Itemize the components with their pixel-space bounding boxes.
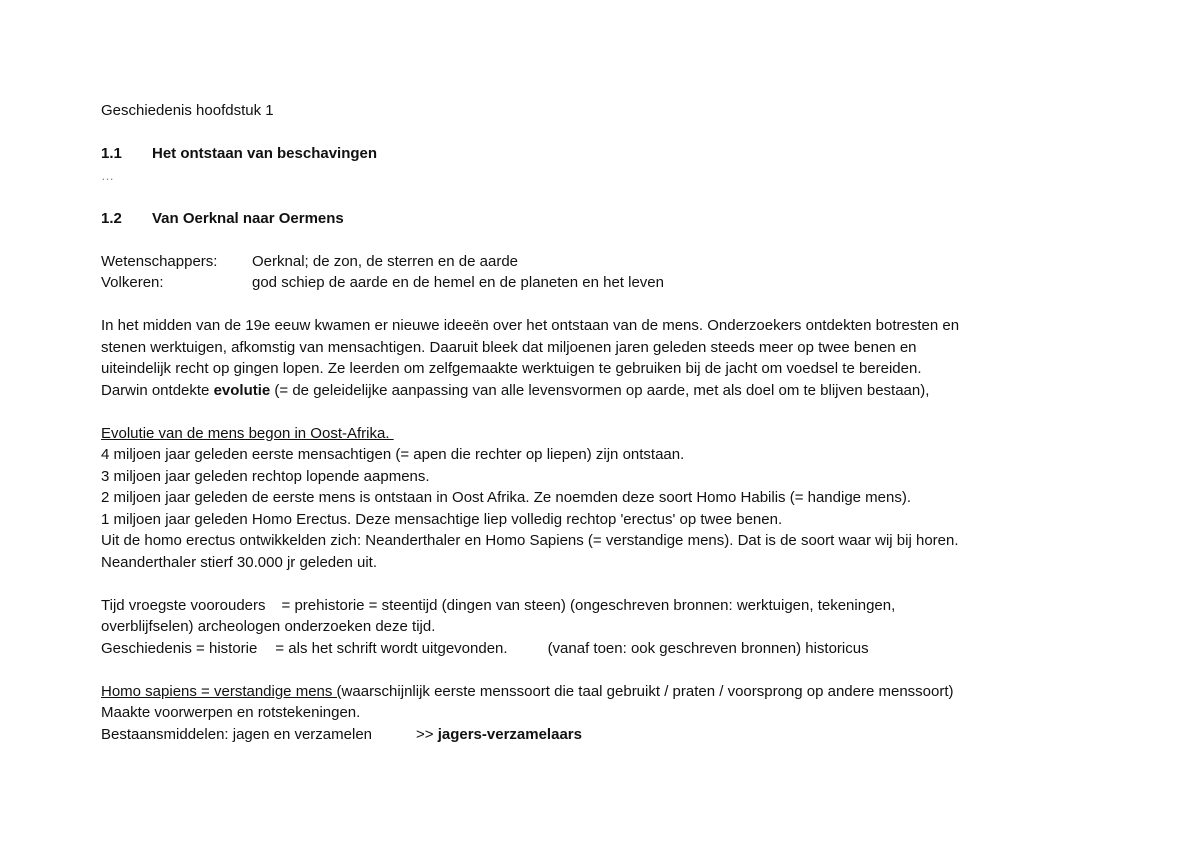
arrow-text: >> <box>416 725 438 743</box>
section-heading-1-1 <box>101 143 1101 165</box>
sapiens-line <box>101 724 1101 746</box>
evolution-line: 2 miljoen jaar geleden de eerste mens is ontstaan in Oost Afrika. Ze noemden deze soort Homo Habilis (= handige mens). <box>101 489 912 506</box>
definition-term: Wetenschappers: <box>101 252 218 270</box>
sapiens-line: Maakte voorwerpen en rotstekeningen. <box>101 704 361 721</box>
text-run: (vanaf toen: ook geschreven bronnen) historicus <box>547 639 869 657</box>
periods-line <box>101 595 1101 617</box>
definition-term: Volkeren: <box>101 274 164 291</box>
paragraph-line: uiteindelijk recht op gingen lopen. Ze leerden om zelfgemaakte werktuigen te gebruiken bij de jacht om voedsel te bereiden. <box>101 360 922 377</box>
underlined-term: Homo sapiens = verstandige mens ( <box>101 682 342 700</box>
text-run: (= de geleidelijke aanpassing van alle levensvormen op aarde, met als doel om te blijven bestaan), <box>270 381 930 399</box>
text-run: Geschiedenis = historie <box>101 639 258 657</box>
paragraph-line: In het midden van de 19e eeuw kwamen er nieuwe ideeën over het ontstaan van de mens. Onderzoekers ontdekten botresten en <box>101 317 960 334</box>
spacer <box>101 573 1101 595</box>
definition-row <box>101 272 1101 294</box>
text-run: Bestaansmiddelen: jagen en verzamelen <box>101 725 373 743</box>
paragraph-line: stenen werktuigen, afkomstig van mensachtigen. Daaruit bleek dat miljoenen jaren geleden steeds meer op twee benen en <box>101 338 917 356</box>
text-run: = als het schrift wordt uitgevonden. <box>275 639 508 657</box>
evolution-line: 4 miljoen jaar geleden eerste mensachtigen (= apen die rechter op liepen) zijn ontstaan. <box>101 446 685 463</box>
periods-line: overblijfselen) archeologen onderzoeken deze tijd. <box>101 618 436 635</box>
definition-row <box>101 251 1101 273</box>
section-ellipsis: … <box>101 167 114 183</box>
document-title: Geschiedenis hoofdstuk 1 <box>101 102 274 119</box>
section-number: 1.2 <box>101 209 122 227</box>
spacer <box>101 229 1101 251</box>
definition-text: god schiep de aarde en de hemel en de planeten en het leven <box>252 274 664 291</box>
evolution-line: Neanderthaler stierf 30.000 jr geleden uit. <box>101 553 378 571</box>
section-heading-1-2 <box>101 208 1101 230</box>
definition-text: Oerknal; de zon, de sterren en de aarde <box>252 252 519 270</box>
spacer <box>101 186 1101 208</box>
text-run: Tijd vroegste voorouders <box>101 596 266 614</box>
evolution-heading: Evolutie van de mens begon in Oost-Afrika. <box>101 424 394 442</box>
bold-term-jagers-verzamelaars: jagers-verzamelaars <box>437 725 582 743</box>
spacer <box>101 401 1101 423</box>
paragraph-line <box>101 380 1101 402</box>
text-run: waarschijnlijk eerste menssoort die taal gebruikt / praten / voorsprong op andere menssoort) <box>341 682 954 700</box>
periods-line <box>101 638 1101 660</box>
text-run: Darwin ontdekte <box>101 381 214 399</box>
spacer <box>101 122 1101 144</box>
document-page <box>101 100 1101 745</box>
sapiens-line <box>101 681 1101 703</box>
text-run: = prehistorie = steentijd (dingen van steen) (ongeschreven bronnen: werktuigen, tekeningen, <box>281 596 896 614</box>
spacer <box>101 294 1101 316</box>
evolution-line: Uit de homo erectus ontwikkelden zich: Neanderthaler en Homo Sapiens (= verstandige mens). Dat is de soort waar wij bij horen. <box>101 532 959 549</box>
spacer <box>101 659 1101 681</box>
section-title: Het ontstaan van beschavingen <box>152 145 378 162</box>
section-number: 1.1 <box>101 145 122 162</box>
evolution-line: 1 miljoen jaar geleden Homo Erectus. Deze mensachtige liep volledig rechtop 'erectus' op twee benen. <box>101 510 783 528</box>
section-title: Van Oerknal naar Oermens <box>152 209 344 227</box>
bold-term-evolutie: evolutie <box>213 381 271 399</box>
evolution-line: 3 miljoen jaar geleden rechtop lopende aapmens. <box>101 467 430 485</box>
